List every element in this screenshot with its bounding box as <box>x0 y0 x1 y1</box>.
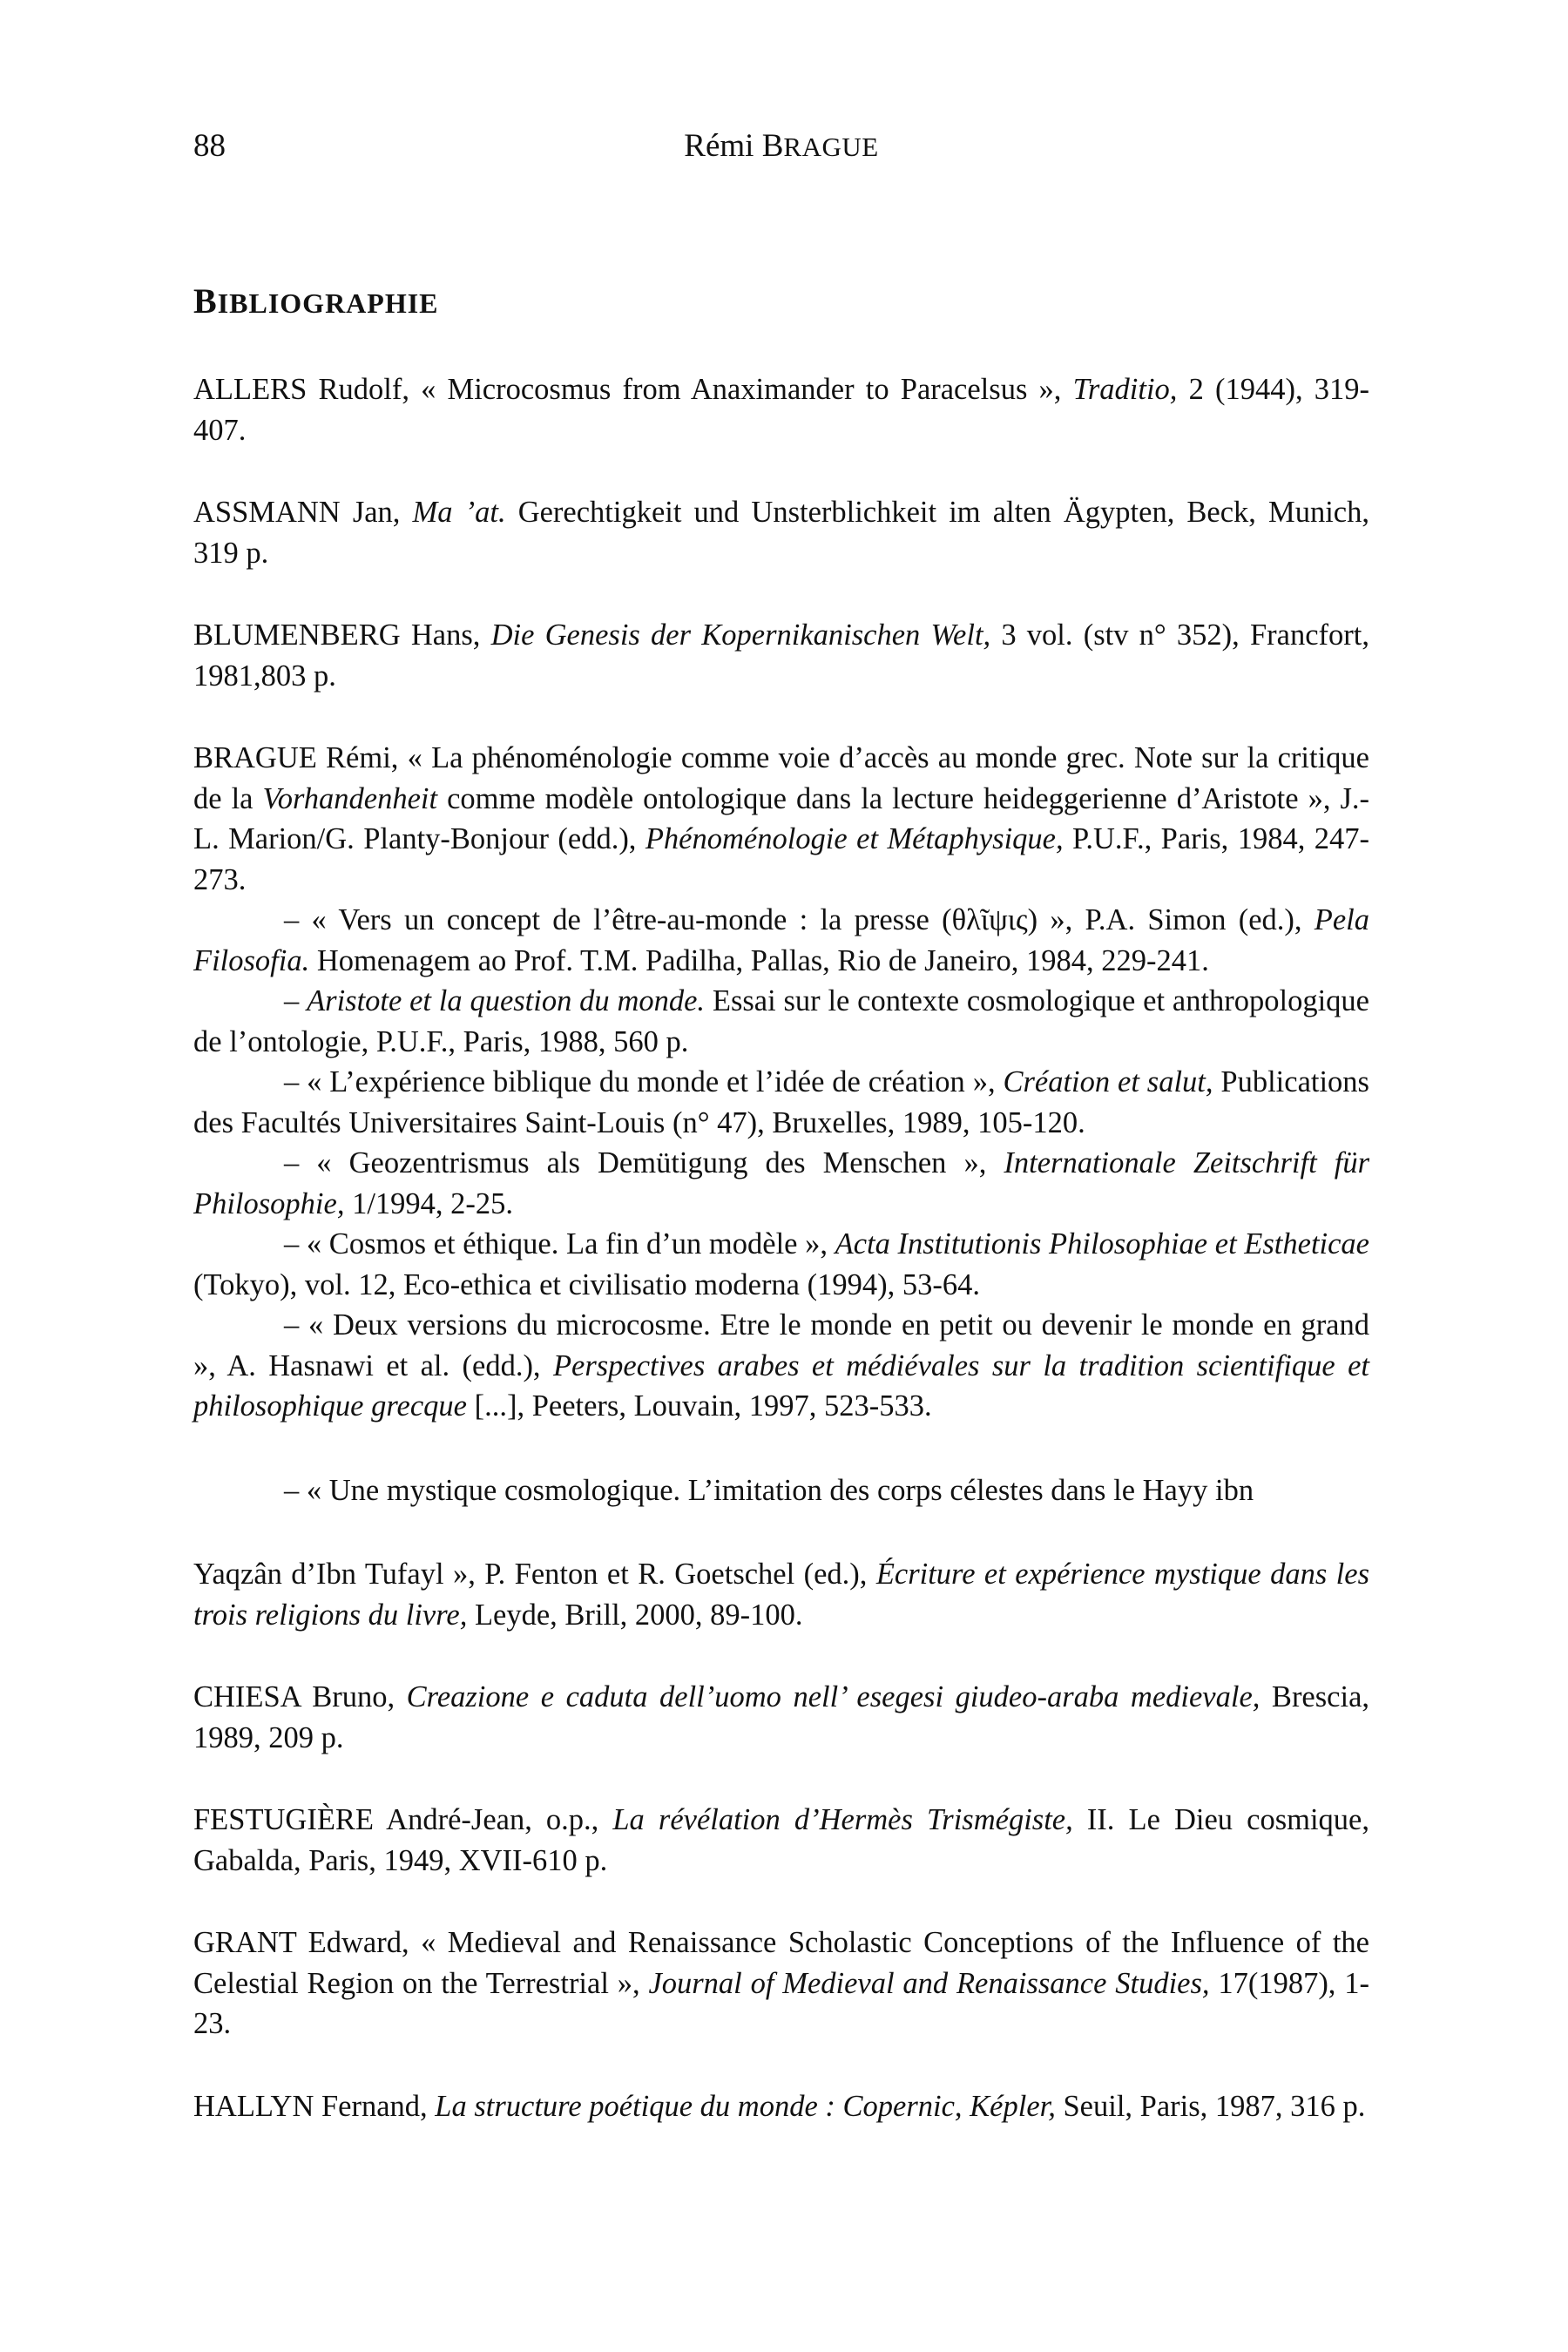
entry-text: – « Vers un concept de l’être-au-monde : la presse (θλῖψις) », P.A. Simon (ed.), <box>284 903 1315 936</box>
entry-text: Essai sur le contexte cosmologique et anthropologique de l’ontologie, P.U.F., Paris, 1988, 560 p. <box>193 984 1369 1058</box>
entry-text: – « Deux versions du microcosme. Etre le monde en petit ou devenir le monde en grand », A. Hasnawi et al. (edd.), <box>193 1308 1369 1382</box>
entry-title: Journal of Medieval and Renaissance Studies, <box>648 1966 1210 2000</box>
entry-text: Seuil, Paris, 1987, 316 p. <box>1055 2089 1366 2123</box>
section-title-rest: IBLIOGRAPHIE <box>217 287 439 319</box>
entry-title: Aristote et la question du monde. <box>307 984 706 1017</box>
entry-text: – « Une mystique cosmologique. L’imitation des corps célestes dans le Hayy ibn <box>284 1473 1254 1507</box>
entry-text: ASSMANN Jan, <box>193 496 413 529</box>
entry-text: Publications des Facultés Universitaires Saint-Louis (n° 47), Bruxelles, 1989, 105-120. <box>193 1065 1369 1139</box>
entry-text: 17(1987), 1-23. <box>193 1966 1369 2040</box>
entry-text: [...], Peeters, Louvain, 1997, 523-533. <box>466 1389 932 1423</box>
running-head <box>193 122 1369 171</box>
entry-title: Traditio, <box>1072 373 1178 406</box>
entry-text: – « Geozentrismus als Demütigung des Menschen », <box>284 1146 1004 1179</box>
entry-text: 3 vol. (stv n° 352), Francfort, 1981,803 p. <box>193 618 1369 693</box>
entry-title: Écriture et expérience mystique dans les trois religions du livre, <box>193 1558 1369 1632</box>
entry-text: FESTUGIÈRE André-Jean, o.p., <box>193 1803 613 1836</box>
running-title <box>193 122 1369 172</box>
entry-title: Vorhandenheit <box>262 781 438 815</box>
entry-text: P.U.F., Paris, 1984, 247-273. <box>193 822 1369 896</box>
bib-subentry-brague-1994-cosmos <box>193 1224 1369 1305</box>
entry-text: ALLERS Rudolf, « Microcosmus from Anaximander to Paracelsus », <box>193 373 1073 406</box>
entry-text: Yaqzân d’Ibn Tufayl », P. Fenton et R. Goetschel (ed.), <box>193 1558 876 1591</box>
entry-text: Gerechtigkeit und Unsterblichkeit im alten Ägypten, Beck, Munich, 319 p. <box>193 496 1369 570</box>
entry-title: La structure poétique du monde : Copernic, Képler, <box>435 2089 1056 2123</box>
entry-title: Création et salut, <box>1003 1065 1213 1098</box>
bib-subentry-brague-1984-presse <box>193 900 1369 981</box>
entry-title: Phénoménologie et Métaphysique, <box>645 822 1064 855</box>
entry-text: Brescia, 1989, 209 p. <box>193 1680 1370 1754</box>
entry-title: Creazione e caduta dell’uomo nell’ esegesi giudeo-araba medievale, <box>406 1680 1260 1713</box>
bib-entry-hallyn <box>193 2086 1369 2127</box>
bib-entry-allers <box>193 369 1369 450</box>
entry-text: – « Cosmos et éthique. La fin d’un modèle », <box>284 1227 835 1260</box>
author-first-name: Rémi <box>684 128 762 164</box>
bib-subentry-brague-1994-geozentrismus <box>193 1143 1369 1224</box>
entry-text: comme modèle ontologique dans la lecture heideggerienne d’Aristote », J.-L. Marion/G. Planty-Bonjour (edd.), <box>193 781 1369 855</box>
entry-title: Die Genesis der Kopernikanischen Welt, <box>490 618 991 652</box>
author-surname-rest: RAGUE <box>783 132 879 162</box>
bib-subentry-brague-1988-aristote <box>193 981 1369 1062</box>
entry-title: La révélation d’Hermès Trismégiste, <box>612 1803 1073 1836</box>
bib-subentry-brague-2000-continuation <box>193 1554 1369 1635</box>
entry-text: – <box>284 984 308 1017</box>
bib-entry-grant <box>193 1923 1369 2044</box>
section-title <box>193 277 439 328</box>
bibliography-list <box>193 369 1369 2168</box>
bib-entry-brague <box>193 738 1369 900</box>
entry-title: Perspectives arabes et médiévales sur la tradition scientifique et philosophique grecque <box>193 1348 1369 1423</box>
entry-text: Leyde, Brill, 2000, 89-100. <box>467 1598 803 1632</box>
entry-text: – « L’expérience biblique du monde et l’idée de création », <box>284 1065 1004 1098</box>
entry-text: CHIESA Bruno, <box>193 1680 407 1713</box>
entry-text: GRANT Edward, « Medieval and Renaissance Scholastic Conceptions of the Influence of the Celestial Region on the Terrestrial », <box>193 1926 1369 2000</box>
entry-text: 2 (1944), 319-407. <box>193 373 1370 447</box>
entry-title: Internationale Zeitschrift für Philosophie, <box>193 1146 1369 1220</box>
page-number: 88 <box>193 128 226 164</box>
bib-entry-blumenberg <box>193 615 1369 696</box>
author-surname-initial: B <box>761 128 784 164</box>
entry-text: HALLYN Fernand, <box>193 2089 436 2123</box>
bib-subentry-brague-1989-creation <box>193 1062 1369 1143</box>
bib-subentry-brague-1997-microcosme <box>193 1305 1369 1427</box>
entry-text: (Tokyo), vol. 12, Eco-ethica et civilisatio moderna (1994), 53-64. <box>193 1267 980 1301</box>
entry-text: Homenagem ao Prof. T.M. Padilha, Pallas, Rio de Janeiro, 1984, 229-241. <box>309 943 1209 977</box>
entry-text: BLUMENBERG Hans, <box>193 618 491 652</box>
entry-text: II. Le Dieu cosmique, Gabalda, Paris, 1949, XVII-610 p. <box>193 1803 1369 1877</box>
bib-entry-assmann <box>193 492 1369 573</box>
bib-entry-festugiere <box>193 1800 1369 1881</box>
entry-title: Ma ’at. <box>412 496 506 529</box>
bib-subentry-brague-2000-mystique <box>193 1470 1369 1511</box>
entry-title: Pela Filosofia. <box>193 903 1369 977</box>
entry-title: Acta Institutionis Philosophiae et Estheticae <box>835 1227 1369 1260</box>
bib-entry-chiesa <box>193 1677 1369 1758</box>
section-title-initial: B <box>193 281 218 321</box>
entry-text: BRAGUE Rémi, « La phénoménologie comme voie d’accès au monde grec. Note sur la critique de la <box>193 741 1369 815</box>
entry-text: 1/1994, 2-25. <box>344 1186 514 1220</box>
